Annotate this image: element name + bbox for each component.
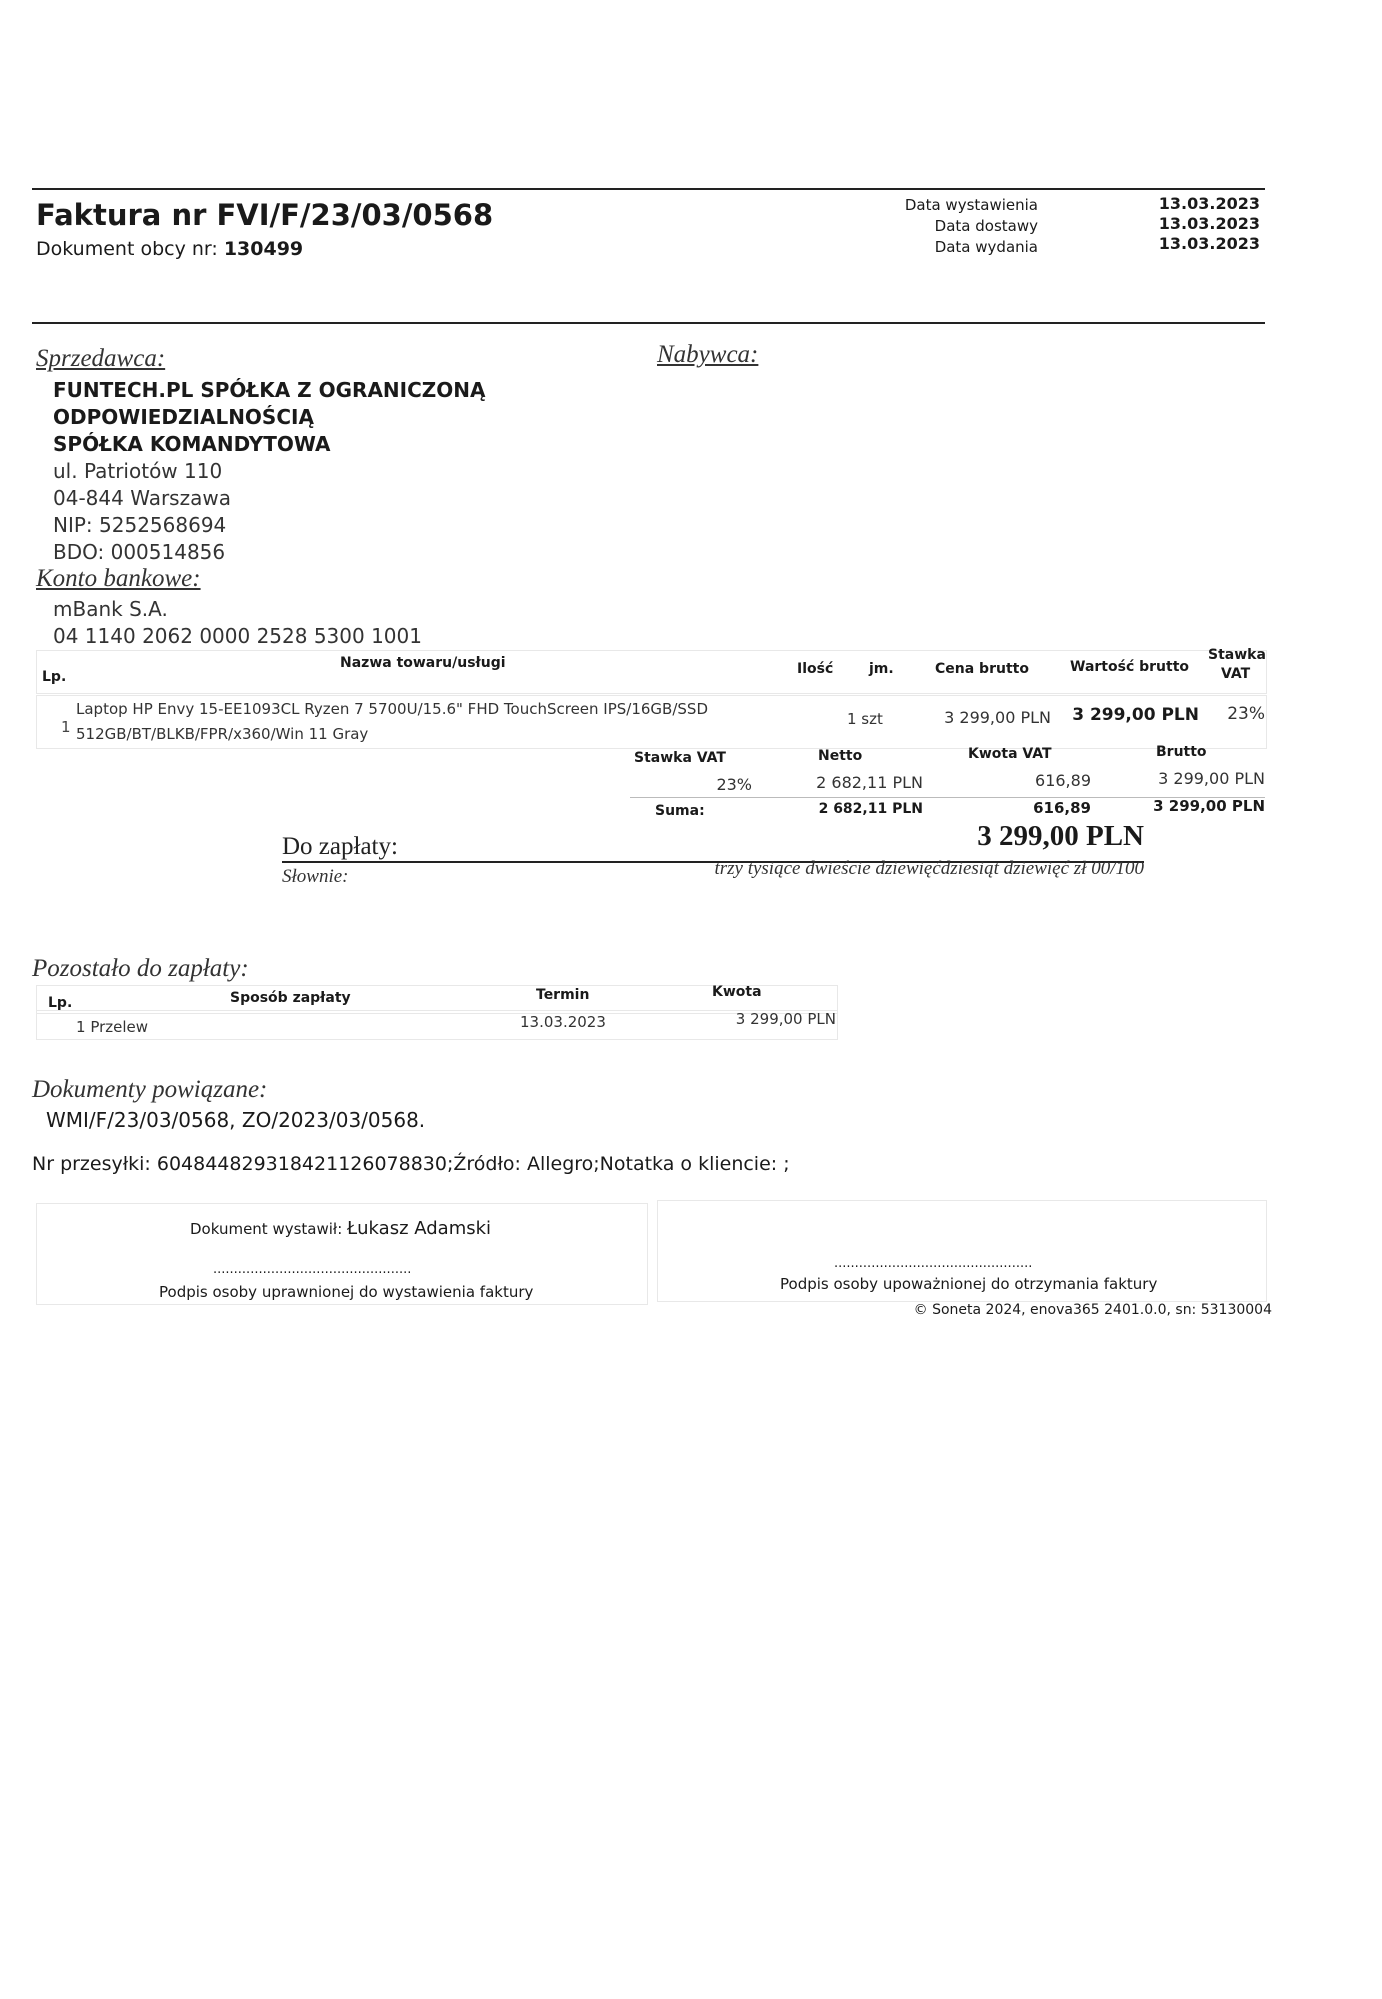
seller-bdo: BDO: 000514856	[53, 540, 226, 564]
buyer-heading: Nabywca:	[657, 341, 759, 368]
seller-name-line-2: ODPOWIEDZIALNOŚCIĄ	[53, 405, 314, 429]
vat-sum-vat: 616,89	[1033, 799, 1091, 817]
item-name-line-1: Laptop HP Envy 15-EE1093CL Ryzen 7 5700U/15.6" FHD TouchScreen IPS/16GB/SSD	[76, 700, 708, 718]
release-date-label: Data wydania	[934, 238, 1038, 256]
items-header-qty: Ilość	[797, 661, 834, 677]
vat-row-rate: 23%	[716, 775, 752, 794]
foreign-doc-number: 130499	[223, 238, 304, 260]
vat-row-net: 2 682,11 PLN	[816, 773, 923, 792]
seller-name-line-3: SPÓŁKA KOMANDYTOWA	[53, 432, 331, 456]
item-lp: 1	[61, 718, 71, 736]
seller-name-line-1: FUNTECH.PL SPÓŁKA Z OGRANICZONĄ	[53, 378, 486, 402]
item-vat-rate: 23%	[1227, 704, 1265, 724]
remaining-header-method: Sposób zapłaty	[230, 990, 351, 1006]
left-signature-dots: ................................................	[213, 1262, 412, 1277]
remaining-header-amount: Kwota	[712, 984, 762, 1000]
issued-by-name: Łukasz Adamski	[347, 1218, 492, 1239]
vat-row-gross: 3 299,00 PLN	[1158, 769, 1265, 788]
foreign-doc-line	[36, 238, 303, 260]
issued-by-label: Dokument wystawił:	[190, 1220, 343, 1238]
right-signature-dots: ................................................	[834, 1256, 1033, 1271]
delivery-date-label: Data dostawy	[934, 217, 1038, 235]
vat-row-vat: 616,89	[1035, 771, 1091, 790]
remaining-row-term: 13.03.2023	[520, 1013, 606, 1031]
item-gross-value: 3 299,00 PLN	[1072, 705, 1199, 725]
words-value: trzy tysiące dwieście dziewięćdziesiąt dziewięć zł 00/100	[714, 858, 1144, 879]
item-name-line-2: 512GB/BT/BLKB/FPR/x360/Win 11 Gray	[76, 725, 369, 743]
foreign-doc-label: Dokument obcy nr:	[36, 238, 218, 260]
header-bottom-rule	[32, 322, 1265, 324]
remaining-heading: Pozostało do zapłaty:	[32, 955, 249, 982]
items-header-gross-value: Wartość brutto	[1070, 659, 1190, 675]
seller-heading: Sprzedawca:	[36, 345, 166, 372]
remaining-row-method: Przelew	[90, 1018, 149, 1036]
release-date-value: 13.03.2023	[1158, 234, 1260, 253]
to-pay-label: Do zapłaty:	[282, 833, 398, 860]
vat-header-vat: Kwota VAT	[968, 746, 1052, 762]
to-pay-amount: 3 299,00 PLN	[977, 820, 1144, 852]
bank-heading: Konto bankowe:	[36, 565, 201, 592]
remaining-header-term: Termin	[536, 987, 590, 1003]
vat-sum-gross: 3 299,00 PLN	[1153, 797, 1265, 815]
items-header-unit: jm.	[869, 661, 894, 677]
issued-by-line	[190, 1218, 491, 1239]
item-qty: 1 szt	[847, 710, 883, 728]
footer-copyright: © Soneta 2024, enova365 2401.0.0, sn: 53130004	[913, 1302, 1272, 1318]
left-signature-caption: Podpis osoby uprawnionej do wystawienia faktury	[159, 1283, 534, 1301]
item-gross-price: 3 299,00 PLN	[944, 708, 1051, 727]
words-label: Słownie:	[282, 866, 349, 887]
top-rule	[32, 188, 1265, 190]
shipment-note: Nr przesyłki: 604844829318421126078830;Źródło: Allegro;Notatka o kliencie: ;	[32, 1153, 790, 1175]
issue-date-value: 13.03.2023	[1158, 194, 1260, 213]
related-value: WMI/F/23/03/0568, ZO/2023/03/0568.	[46, 1108, 426, 1132]
remaining-row-amount: 3 299,00 PLN	[735, 1010, 836, 1028]
vat-header-gross: Brutto	[1156, 744, 1207, 760]
items-header-gross-price: Cena brutto	[935, 661, 1029, 677]
remaining-header-lp: Lp.	[48, 995, 73, 1011]
vat-sum-label: Suma:	[655, 803, 705, 819]
right-signature-caption: Podpis osoby upoważnionej do otrzymania faktury	[780, 1275, 1158, 1293]
remaining-row-lp: 1	[76, 1018, 86, 1036]
remaining-row	[76, 1018, 148, 1036]
bank-name: mBank S.A.	[53, 597, 168, 621]
delivery-date-value: 13.03.2023	[1158, 214, 1260, 233]
invoice-title: Faktura nr FVI/F/23/03/0568	[36, 198, 494, 232]
seller-street: ul. Patriotów 110	[53, 459, 223, 483]
issue-date-label: Data wystawienia	[904, 196, 1038, 214]
vat-header-rate: Stawka VAT	[634, 750, 726, 766]
remaining-row-box	[36, 1010, 838, 1040]
seller-nip: NIP: 5252568694	[53, 513, 227, 537]
items-header-vat-rate-1: Stawka	[1208, 647, 1266, 663]
seller-city: 04-844 Warszawa	[53, 486, 231, 510]
vat-header-net: Netto	[818, 748, 863, 764]
items-header-name: Nazwa towaru/usługi	[340, 655, 506, 671]
related-heading: Dokumenty powiązane:	[32, 1076, 268, 1103]
items-header-vat-rate-2: VAT	[1221, 666, 1251, 682]
items-header-lp: Lp.	[42, 669, 67, 685]
bank-account: 04 1140 2062 0000 2528 5300 1001	[53, 624, 422, 648]
vat-sum-net: 2 682,11 PLN	[818, 801, 923, 817]
